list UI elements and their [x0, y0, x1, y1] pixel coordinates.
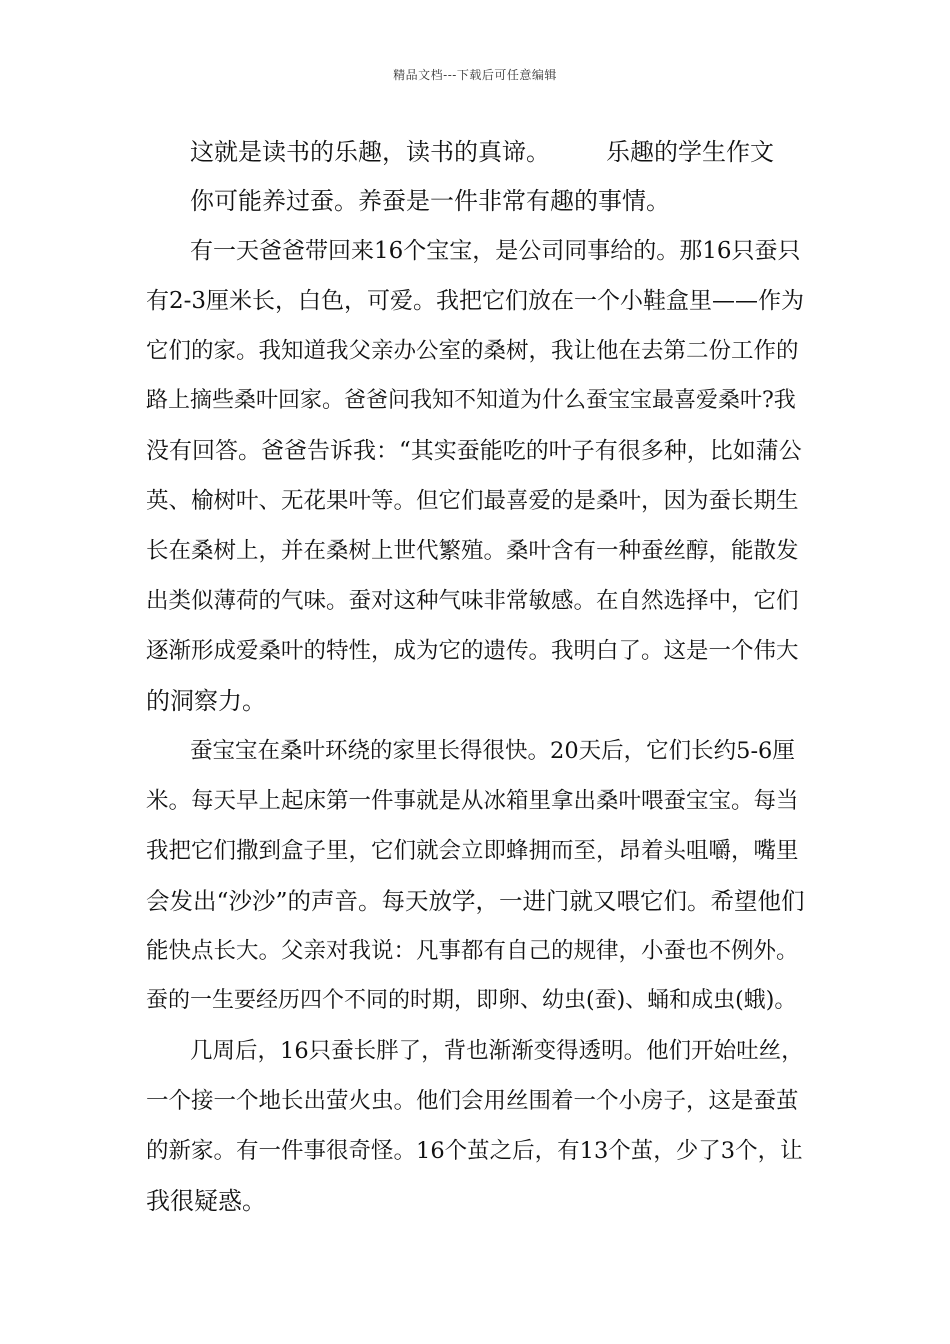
paragraph-line: 蚕宝宝在桑叶环绕的家里长得很快。20天后，它们长约5-6厘 [190, 738, 795, 764]
paragraph-line: 你可能养过蚕。养蚕是一件非常有趣的事情。 [190, 187, 670, 215]
paragraph-line: 的洞察力。 [146, 687, 266, 715]
paragraph-line: 我很疑惑。 [146, 1187, 266, 1215]
paragraph-line: 蚕的一生要经历四个不同的时期，即卵、幼虫(蚕)、蛹和成虫(蛾)。 [146, 988, 797, 1013]
paragraph-line: 的新家。有一件事很奇怪。16个茧之后，有13个茧，少了3个，让 [146, 1138, 803, 1164]
paragraph-line: 英、榆树叶、无花果叶等。但它们最喜爱的是桑叶，因为蚕长期生 [146, 488, 799, 514]
paragraph-line: 它们的家。我知道我父亲办公室的桑树，我让他在去第二份工作的 [146, 338, 799, 364]
paragraph-line: 长在桑树上，并在桑树上世代繁殖。桑叶含有一种蚕丝醇，能散发 [146, 538, 799, 564]
closing-sentence: 这就是读书的乐趣，读书的真谛。 [190, 138, 550, 166]
essay-title: 乐趣的学生作文 [606, 138, 774, 166]
paragraph-line: 几周后，16只蚕长胖了，背也渐渐变得透明。他们开始吐丝， [190, 1038, 804, 1064]
paragraph-line: 我把它们撒到盒子里，它们就会立即蜂拥而至，昂着头咀嚼，嘴里 [146, 838, 799, 864]
paragraph-line: 一个接一个地长出萤火虫。他们会用丝围着一个小房子，这是蚕茧 [146, 1088, 799, 1114]
paragraph-line: 逐渐形成爱桑叶的特性，成为它的遗传。我明白了。这是一个伟大 [146, 638, 799, 664]
paragraph-line: 没有回答。爸爸告诉我：“其实蚕能吃的叶子有很多种，比如蒲公 [146, 438, 802, 464]
paragraph-line: 有2-3厘米长，白色，可爱。我把它们放在一个小鞋盒里——作为 [146, 288, 805, 314]
intro-line [190, 137, 806, 167]
paragraph-line: 能快点长大。父亲对我说：凡事都有自己的规律，小蚕也不例外。 [146, 938, 799, 964]
paragraph-line: 米。每天早上起床第一件事就是从冰箱里拿出桑叶喂蚕宝宝。每当 [146, 788, 799, 814]
paragraph-line: 有一天爸爸带回来16个宝宝，是公司同事给的。那16只蚕只 [190, 238, 801, 264]
page-header: 精品文档---下载后可任意编辑 [393, 68, 557, 82]
paragraph-line: 会发出“沙沙”的声音。每天放学，一进门就又喂它们。希望他们 [146, 887, 805, 915]
paragraph-line: 路上摘些桑叶回家。爸爸问我知不知道为什么蚕宝宝最喜爱桑叶?我 [146, 388, 796, 413]
paragraph-line: 出类似薄荷的气味。蚕对这种气味非常敏感。在自然选择中，它们 [146, 588, 799, 614]
